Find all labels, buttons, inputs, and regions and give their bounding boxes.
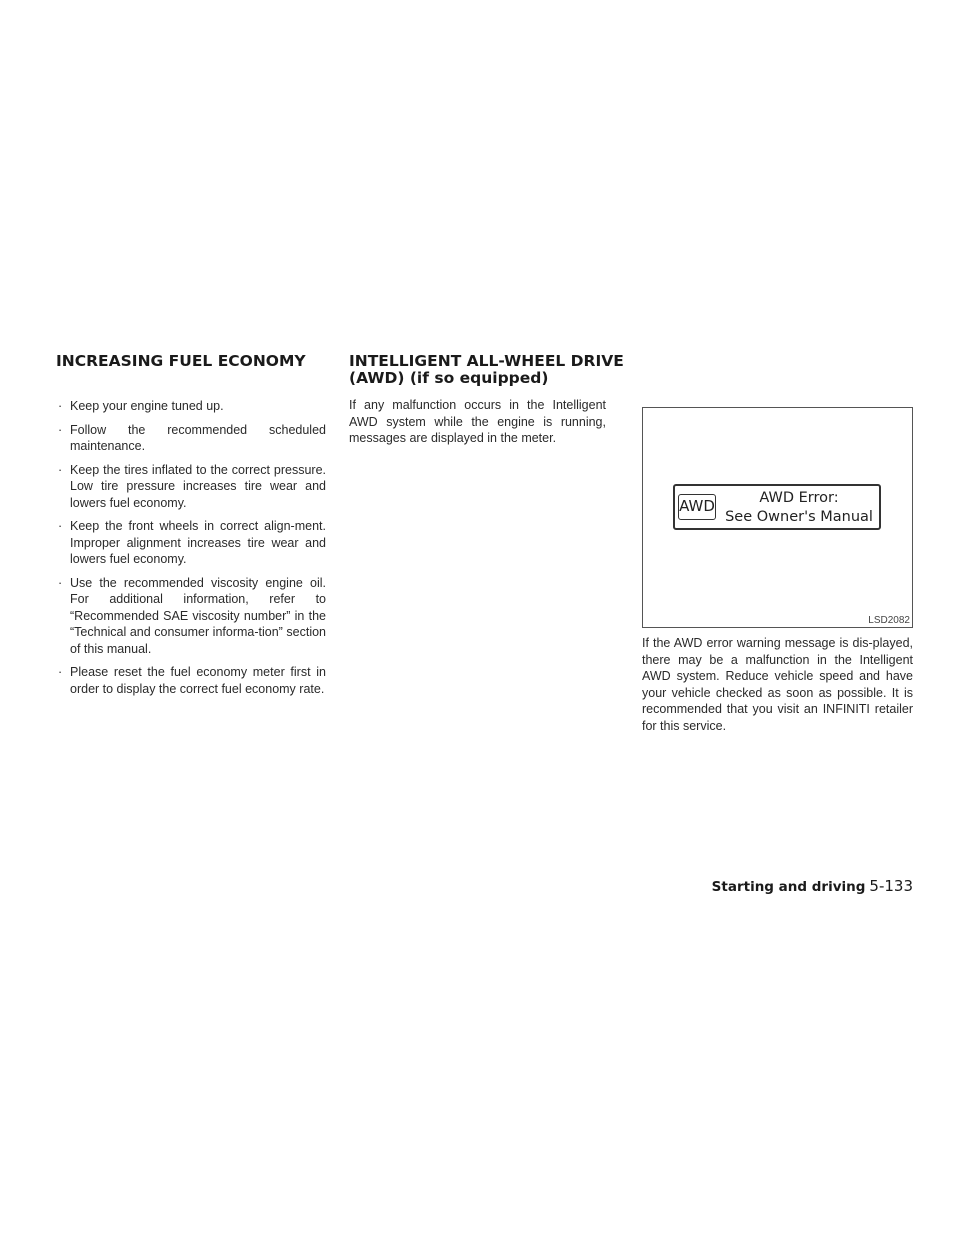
bullet-icon: ·: [58, 399, 63, 413]
list-item: [56, 422, 326, 455]
bullet-icon: ·: [58, 575, 63, 590]
footer-section-title: Starting and driving: [711, 879, 866, 895]
figure-id: LSD2082: [868, 615, 910, 626]
list-item-text: Follow the recommended scheduled maintenance.: [70, 422, 326, 453]
list-item: [56, 518, 326, 568]
awd-error-figure: [642, 407, 913, 628]
awd-warning-icon: AWD: [678, 494, 716, 520]
meter-display: [673, 484, 881, 530]
bullet-icon: ·: [58, 462, 63, 477]
bullet-icon: ·: [58, 519, 63, 533]
list-item: [56, 462, 326, 512]
list-item-text: Keep your engine tuned up.: [70, 399, 224, 413]
awd-error-paragraph: If the AWD error warning message is dis-played, there may be a malfunction in the Intelligent AWD system. Reduce vehicle speed and have your vehicle checked as soon as possible. It is recommended that you visit an INFINITI retailer for this service.: [642, 636, 913, 733]
message-line-2: See Owner's Manual: [725, 509, 873, 525]
list-item: [56, 664, 326, 697]
message-line-1: AWD Error:: [759, 490, 839, 506]
list-item: [56, 398, 326, 415]
page-number: 5-133: [869, 877, 913, 895]
bullet-icon: ·: [58, 665, 63, 679]
list-item-text: Keep the front wheels in correct align-ment. Improper alignment increases tire wear and lowers fuel economy.: [70, 519, 326, 566]
awd-intro-paragraph: If any malfunction occurs in the Intelligent AWD system while the engine is running, messages are displayed in the meter.: [349, 398, 606, 445]
list-item-text: Use the recommended viscosity engine oil. For additional information, refer to “Recommended SAE viscosity number” in the “Technical and consumer informa-tion” section of this manual.: [70, 575, 326, 656]
section-heading-awd: INTELLIGENT ALL-WHEEL DRIVE (AWD) (if so equipped): [349, 352, 624, 387]
list-item-text: Please reset the fuel economy meter first in order to display the correct fuel economy rate.: [70, 665, 326, 696]
page-footer: [712, 876, 913, 895]
list-item: [56, 575, 326, 658]
list-item-text: Keep the tires inflated to the correct pressure. Low tire pressure increases tire wear and lowers fuel economy.: [70, 462, 326, 510]
awd-error-message: [719, 489, 879, 527]
section-heading-fuel-economy: INCREASING FUEL ECONOMY: [56, 352, 306, 370]
fuel-economy-list: [56, 398, 326, 704]
bullet-icon: ·: [58, 422, 63, 437]
